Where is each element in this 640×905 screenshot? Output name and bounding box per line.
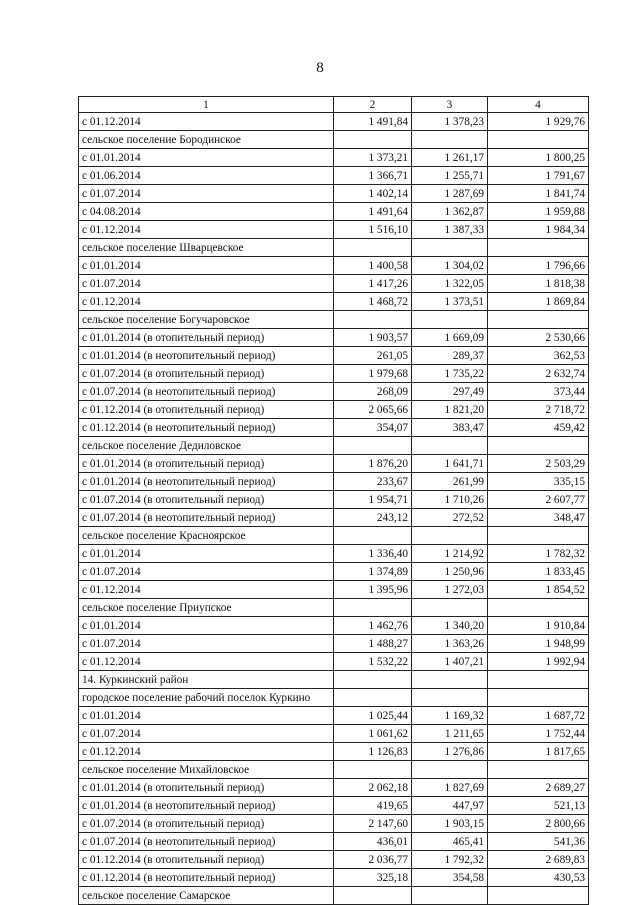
row-value-col4: 1 752,44 [488, 725, 589, 743]
row-value-col2: 1 468,72 [334, 293, 412, 311]
row-value-col3: 289,37 [412, 347, 488, 365]
row-label: с 01.01.2014 (в неотопительный период) [79, 347, 334, 365]
row-label: городское поселение рабочий поселок Куркино [79, 689, 334, 707]
table-row [79, 113, 589, 131]
row-label: с 01.01.2014 (в отопительный период) [79, 329, 334, 347]
row-value-col3: 465,41 [412, 833, 488, 851]
row-value-col4: 1 841,74 [488, 185, 589, 203]
row-value-col2 [334, 311, 412, 329]
column-header-2: 2 [334, 97, 412, 113]
row-value-col4: 2 689,27 [488, 779, 589, 797]
row-value-col4 [488, 761, 589, 779]
row-value-col3: 1 903,15 [412, 815, 488, 833]
row-value-col4: 1 854,52 [488, 581, 589, 599]
row-label: с 01.01.2014 [79, 617, 334, 635]
row-value-col3: 297,49 [412, 383, 488, 401]
table-row [79, 617, 589, 635]
row-label: с 01.12.2014 [79, 653, 334, 671]
row-value-col2 [334, 239, 412, 257]
row-value-col4: 521,13 [488, 797, 589, 815]
row-value-col4: 1 929,76 [488, 113, 589, 131]
table-row [79, 419, 589, 437]
row-value-col2 [334, 671, 412, 689]
table-row [79, 599, 589, 617]
table-row [79, 437, 589, 455]
row-value-col4: 1 869,84 [488, 293, 589, 311]
table-row [79, 293, 589, 311]
row-value-col3: 1 641,71 [412, 455, 488, 473]
row-value-col4: 348,47 [488, 509, 589, 527]
row-value-col3: 1 827,69 [412, 779, 488, 797]
table-row [79, 203, 589, 221]
row-value-col4: 335,15 [488, 473, 589, 491]
table-row [79, 383, 589, 401]
row-value-col2: 1 417,26 [334, 275, 412, 293]
row-label: с 04.08.2014 [79, 203, 334, 221]
row-value-col3: 354,58 [412, 869, 488, 887]
row-value-col4: 1 984,34 [488, 221, 589, 239]
row-value-col3: 1 378,23 [412, 113, 488, 131]
table-row [79, 275, 589, 293]
row-value-col2: 1 374,89 [334, 563, 412, 581]
row-value-col3: 261,99 [412, 473, 488, 491]
row-value-col3: 1 362,87 [412, 203, 488, 221]
row-value-col3: 1 340,20 [412, 617, 488, 635]
column-header-4: 4 [488, 97, 589, 113]
row-value-col4: 1 687,72 [488, 707, 589, 725]
table-row [79, 851, 589, 869]
row-value-col4 [488, 671, 589, 689]
row-value-col3: 1 255,71 [412, 167, 488, 185]
row-label: с 01.01.2014 [79, 149, 334, 167]
table-row [79, 455, 589, 473]
row-value-col2 [334, 131, 412, 149]
row-value-col2: 1 126,83 [334, 743, 412, 761]
row-value-col4: 2 800,66 [488, 815, 589, 833]
table-row [79, 329, 589, 347]
row-value-col2: 1 400,58 [334, 257, 412, 275]
row-label: сельское поселение Приупское [79, 599, 334, 617]
row-value-col4 [488, 689, 589, 707]
row-value-col4 [488, 437, 589, 455]
row-value-col4: 459,42 [488, 419, 589, 437]
row-label: с 01.12.2014 [79, 293, 334, 311]
table-row [79, 743, 589, 761]
table-row [79, 707, 589, 725]
row-value-col4 [488, 527, 589, 545]
row-value-col4 [488, 599, 589, 617]
row-label: сельское поселение Самарское [79, 887, 334, 905]
row-value-col2: 1 336,40 [334, 545, 412, 563]
row-label: с 01.12.2014 (в отопительный период) [79, 851, 334, 869]
row-label: с 01.01.2014 [79, 545, 334, 563]
row-value-col3 [412, 761, 488, 779]
row-value-col2: 1 516,10 [334, 221, 412, 239]
row-label: с 01.07.2014 (в отопительный период) [79, 491, 334, 509]
row-label: с 01.12.2014 [79, 113, 334, 131]
row-label: сельское поселение Михайловское [79, 761, 334, 779]
tariff-table [78, 96, 589, 905]
table-row [79, 797, 589, 815]
row-value-col3: 1 214,92 [412, 545, 488, 563]
row-value-col4: 1 800,25 [488, 149, 589, 167]
row-value-col2: 233,67 [334, 473, 412, 491]
row-value-col4: 430,53 [488, 869, 589, 887]
table-row [79, 311, 589, 329]
table-row [79, 365, 589, 383]
row-value-col2 [334, 761, 412, 779]
row-value-col2: 1 025,44 [334, 707, 412, 725]
row-value-col4: 2 689,83 [488, 851, 589, 869]
row-value-col4 [488, 131, 589, 149]
row-value-col2: 1 876,20 [334, 455, 412, 473]
row-label: с 01.07.2014 [79, 725, 334, 743]
row-label: с 01.12.2014 [79, 743, 334, 761]
row-value-col2: 354,07 [334, 419, 412, 437]
row-value-col3: 1 250,96 [412, 563, 488, 581]
row-value-col3 [412, 239, 488, 257]
row-value-col4: 2 503,29 [488, 455, 589, 473]
column-header-3: 3 [412, 97, 488, 113]
row-value-col3 [412, 527, 488, 545]
row-value-col3: 1 322,05 [412, 275, 488, 293]
row-value-col2: 261,05 [334, 347, 412, 365]
table-row [79, 257, 589, 275]
row-value-col3: 1 792,32 [412, 851, 488, 869]
row-value-col2: 1 462,76 [334, 617, 412, 635]
row-label: сельское поселение Богучаровское [79, 311, 334, 329]
row-value-col2: 2 062,18 [334, 779, 412, 797]
row-label: 14. Куркинский район [79, 671, 334, 689]
column-header-1: 1 [79, 97, 334, 113]
row-value-col3: 1 710,26 [412, 491, 488, 509]
row-label: с 01.12.2014 (в неотопительный период) [79, 869, 334, 887]
table-row [79, 563, 589, 581]
row-value-col4: 1 818,38 [488, 275, 589, 293]
table-row [79, 635, 589, 653]
row-label: сельское поселение Дедиловское [79, 437, 334, 455]
row-value-col2: 2 036,77 [334, 851, 412, 869]
table-row [79, 815, 589, 833]
row-value-col4: 1 791,67 [488, 167, 589, 185]
row-value-col3: 383,47 [412, 419, 488, 437]
row-value-col3: 272,52 [412, 509, 488, 527]
row-value-col4: 1 948,99 [488, 635, 589, 653]
row-value-col3 [412, 311, 488, 329]
table-row [79, 869, 589, 887]
row-label: с 01.12.2014 [79, 221, 334, 239]
table-row [79, 131, 589, 149]
row-value-col3 [412, 689, 488, 707]
table-row [79, 149, 589, 167]
row-value-col2: 325,18 [334, 869, 412, 887]
row-value-col2 [334, 887, 412, 905]
table-row [79, 779, 589, 797]
row-value-col4: 373,44 [488, 383, 589, 401]
row-value-col4 [488, 887, 589, 905]
row-label: с 01.01.2014 (в отопительный период) [79, 455, 334, 473]
row-value-col3: 1 821,20 [412, 401, 488, 419]
header-row [79, 97, 589, 113]
row-label: сельское поселение Бородинское [79, 131, 334, 149]
row-value-col2 [334, 437, 412, 455]
row-value-col2: 2 065,66 [334, 401, 412, 419]
row-label: с 01.07.2014 [79, 635, 334, 653]
row-label: с 01.07.2014 [79, 275, 334, 293]
row-value-col3 [412, 437, 488, 455]
table-row [79, 887, 589, 905]
row-label: с 01.07.2014 [79, 563, 334, 581]
row-value-col4: 1 817,65 [488, 743, 589, 761]
row-value-col3: 1 304,02 [412, 257, 488, 275]
row-value-col2: 1 532,22 [334, 653, 412, 671]
row-value-col3: 1 287,69 [412, 185, 488, 203]
row-label: сельское поселение Шварцевское [79, 239, 334, 257]
row-label: с 01.01.2014 [79, 707, 334, 725]
row-label: с 01.07.2014 (в неотопительный период) [79, 383, 334, 401]
row-value-col2: 2 147,60 [334, 815, 412, 833]
table-row [79, 671, 589, 689]
row-label: сельское поселение Красноярское [79, 527, 334, 545]
table-row [79, 725, 589, 743]
table-row [79, 509, 589, 527]
row-value-col4: 1 910,84 [488, 617, 589, 635]
row-value-col2: 1 979,68 [334, 365, 412, 383]
row-value-col3: 1 735,22 [412, 365, 488, 383]
table-row [79, 239, 589, 257]
row-value-col2: 268,09 [334, 383, 412, 401]
row-value-col3: 1 261,17 [412, 149, 488, 167]
row-value-col3 [412, 671, 488, 689]
row-label: с 01.01.2014 (в неотопительный период) [79, 473, 334, 491]
row-value-col2: 419,65 [334, 797, 412, 815]
row-value-col3: 447,97 [412, 797, 488, 815]
row-value-col2: 1 402,14 [334, 185, 412, 203]
row-value-col4: 2 530,66 [488, 329, 589, 347]
table-row [79, 347, 589, 365]
row-label: с 01.06.2014 [79, 167, 334, 185]
row-label: с 01.01.2014 [79, 257, 334, 275]
row-value-col4: 1 959,88 [488, 203, 589, 221]
row-value-col3 [412, 131, 488, 149]
table-row [79, 473, 589, 491]
row-value-col2: 1 491,64 [334, 203, 412, 221]
row-value-col2: 436,01 [334, 833, 412, 851]
row-value-col2: 1 395,96 [334, 581, 412, 599]
row-value-col3: 1 373,51 [412, 293, 488, 311]
table-row [79, 545, 589, 563]
page-number: 8 [316, 60, 324, 76]
table-row [79, 401, 589, 419]
row-value-col2: 1 903,57 [334, 329, 412, 347]
row-label: с 01.01.2014 (в отопительный период) [79, 779, 334, 797]
row-value-col3: 1 669,09 [412, 329, 488, 347]
row-label: с 01.12.2014 (в отопительный период) [79, 401, 334, 419]
row-value-col2: 1 061,62 [334, 725, 412, 743]
row-label: с 01.07.2014 (в неотопительный период) [79, 833, 334, 851]
row-value-col3: 1 363,26 [412, 635, 488, 653]
row-value-col2: 1 373,21 [334, 149, 412, 167]
row-value-col4: 1 992,94 [488, 653, 589, 671]
row-value-col3: 1 272,03 [412, 581, 488, 599]
row-value-col3: 1 387,33 [412, 221, 488, 239]
table-row [79, 527, 589, 545]
row-value-col2 [334, 527, 412, 545]
row-value-col4: 1 833,45 [488, 563, 589, 581]
row-value-col3: 1 407,21 [412, 653, 488, 671]
row-value-col2: 243,12 [334, 509, 412, 527]
row-value-col2 [334, 599, 412, 617]
table-row [79, 833, 589, 851]
row-value-col2: 1 491,84 [334, 113, 412, 131]
row-value-col2: 1 488,27 [334, 635, 412, 653]
tariff-table-body [79, 97, 589, 905]
row-value-col3: 1 276,86 [412, 743, 488, 761]
row-value-col4 [488, 311, 589, 329]
row-value-col4: 541,36 [488, 833, 589, 851]
table-row [79, 491, 589, 509]
row-label: с 01.07.2014 (в неотопительный период) [79, 509, 334, 527]
row-value-col3: 1 169,32 [412, 707, 488, 725]
table-row [79, 761, 589, 779]
row-value-col4: 2 607,77 [488, 491, 589, 509]
row-value-col3 [412, 599, 488, 617]
row-value-col4: 1 782,32 [488, 545, 589, 563]
row-value-col3 [412, 887, 488, 905]
table-row [79, 185, 589, 203]
row-label: с 01.01.2014 (в неотопительный период) [79, 797, 334, 815]
table-row [79, 221, 589, 239]
table-row [79, 581, 589, 599]
row-label: с 01.07.2014 (в отопительный период) [79, 815, 334, 833]
row-value-col2: 1 366,71 [334, 167, 412, 185]
row-value-col4: 2 718,72 [488, 401, 589, 419]
row-value-col4: 2 632,74 [488, 365, 589, 383]
row-value-col2: 1 954,71 [334, 491, 412, 509]
row-label: с 01.12.2014 (в неотопительный период) [79, 419, 334, 437]
row-value-col4: 362,53 [488, 347, 589, 365]
row-value-col4: 1 796,66 [488, 257, 589, 275]
row-label: с 01.12.2014 [79, 581, 334, 599]
row-value-col4 [488, 239, 589, 257]
row-label: с 01.07.2014 (в отопительный период) [79, 365, 334, 383]
table-row [79, 167, 589, 185]
row-value-col2 [334, 689, 412, 707]
row-label: с 01.07.2014 [79, 185, 334, 203]
table-row [79, 653, 589, 671]
table-row [79, 689, 589, 707]
row-value-col3: 1 211,65 [412, 725, 488, 743]
